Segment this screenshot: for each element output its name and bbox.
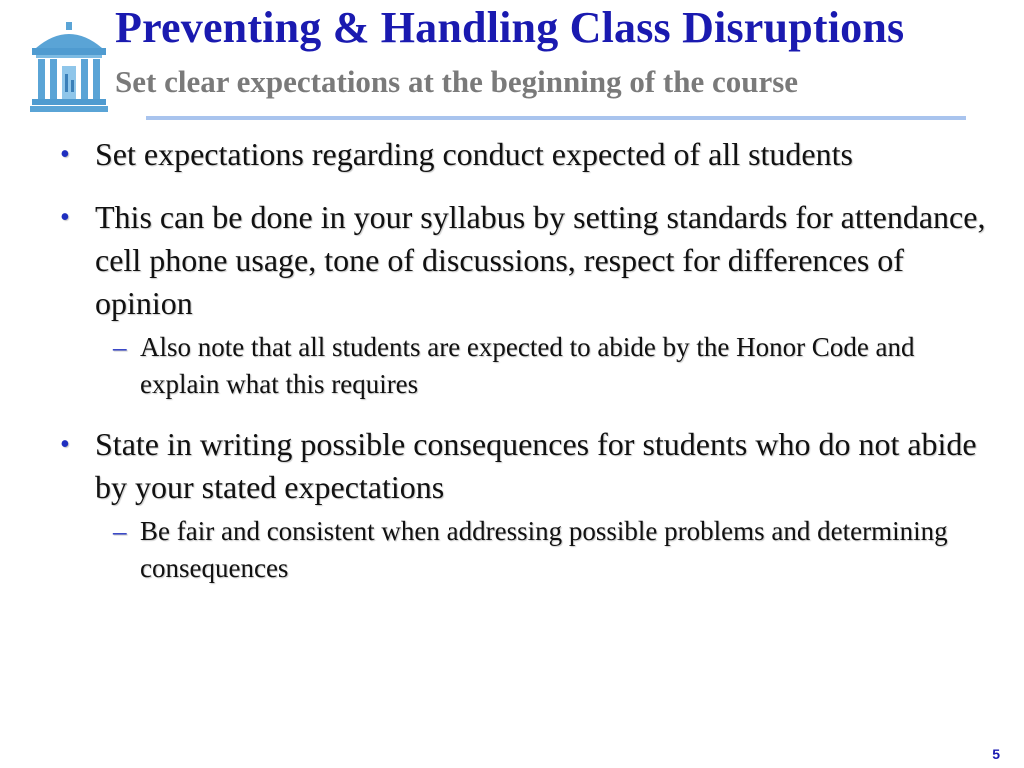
sub-bullet-text: Also note that all students are expected to abide by the Honor Code and explain what this requires xyxy=(140,332,915,399)
dash-marker-icon: – xyxy=(113,332,127,362)
bullet-marker-icon: • xyxy=(60,202,70,233)
sub-bullet-item xyxy=(60,329,1000,403)
bullet-item xyxy=(60,133,1000,176)
bullet-marker-icon: • xyxy=(60,139,70,170)
bullet-item xyxy=(60,196,1000,403)
bullet-item xyxy=(60,423,1000,587)
bullet-text: Set expectations regarding conduct expected of all students xyxy=(95,136,853,172)
title-divider xyxy=(146,116,966,120)
sub-bullet-item xyxy=(60,513,1000,587)
bullet-text: State in writing possible consequences for students who do not abide by your stated expectations xyxy=(95,426,977,505)
bullet-text: This can be done in your syllabus by setting standards for attendance, cell phone usage, tone of discussions, respect for differences of opinion xyxy=(95,199,986,321)
slide-subtitle: Set clear expectations at the beginning of the course xyxy=(115,64,799,99)
university-columns-logo-icon xyxy=(30,22,108,114)
sub-bullet-text: Be fair and consistent when addressing possible problems and determining consequences xyxy=(140,516,948,583)
slide-title: Preventing & Handling Class Disruptions xyxy=(115,3,905,52)
bullet-list xyxy=(60,133,1000,607)
dash-marker-icon: – xyxy=(113,516,127,546)
page-number: 5 xyxy=(992,746,1000,762)
bullet-marker-icon: • xyxy=(60,429,70,460)
